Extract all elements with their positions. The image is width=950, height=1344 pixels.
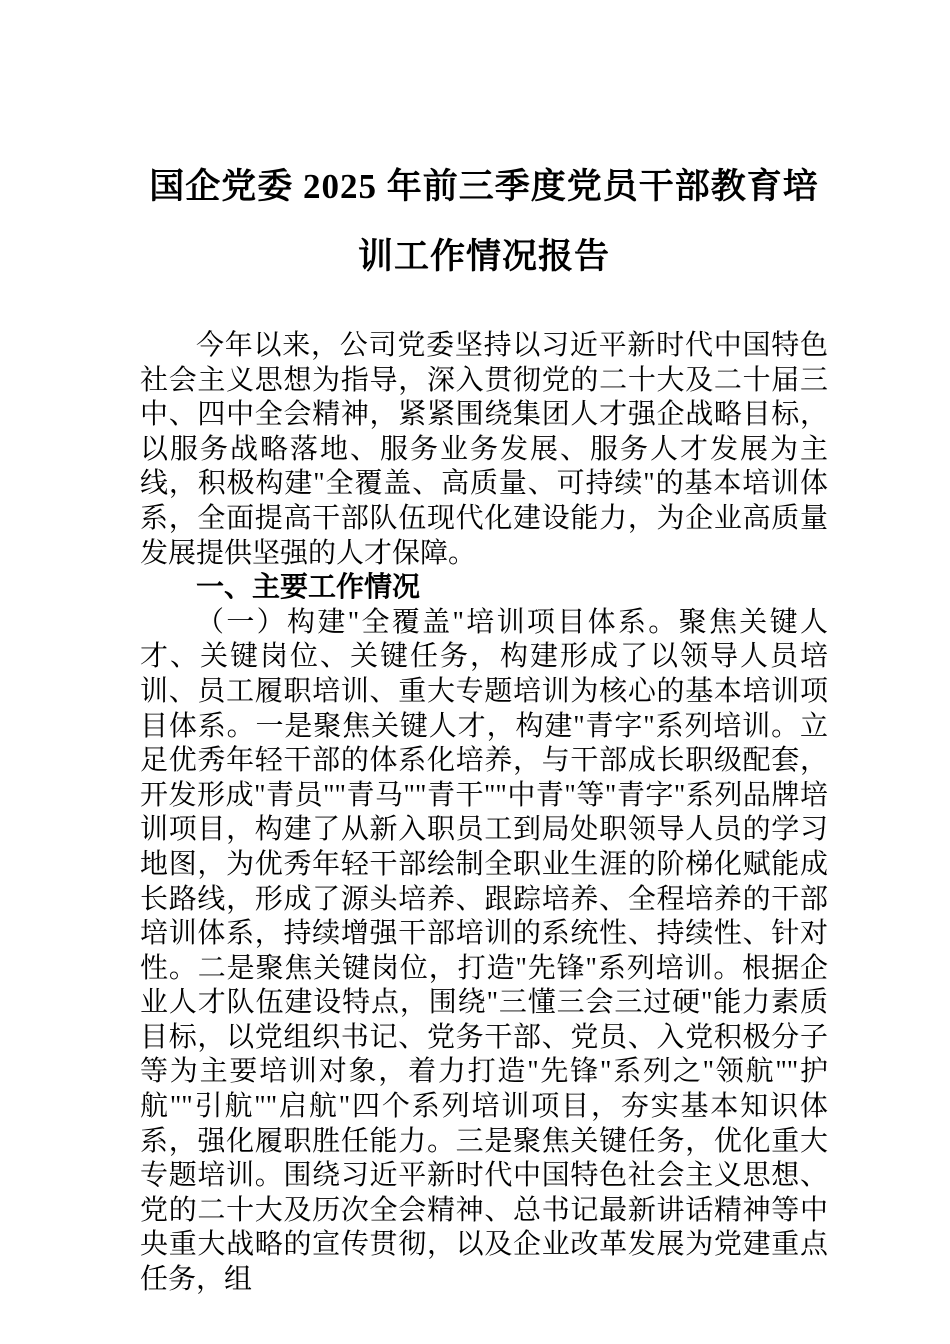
section-1-heading: 一、主要工作情况	[196, 572, 421, 604]
document-title	[140, 152, 828, 292]
section-1-paragraph: （一）构建"全覆盖"培训项目体系。聚焦关键人才、关键岗位、关键任务，构建形成了以领导人员培训、员工履职培训、重大专题培训为核心的基本培训项目体系。一是聚焦关键人才，构建"青字"系列培训。立足优秀年轻干部的体系化培养，与干部成长职级配套，开发形成"青员""青马""青干""中青"等"青字"系列品牌培训项目，构建了从新入职员工到局处职领导人员的学习地图，为优秀年轻干部绘制全职业生涯的阶梯化赋能成长路线，形成了源头培养、跟踪培养、全程培养的干部培训体系，持续增强干部培训的系统性、持续性、针对性。二是聚焦关键岗位，打造"先锋"系列培训。根据企业人才队伍建设特点，围绕"三懂三会三过硬"能力素质目标，以党组织书记、党务干部、党员、入党积极分子等为主要培训对象，着力打造"先锋"系列之"领航""护航""引航""启航"四个系列培训项目，夯实基本知识体系，强化履职胜任能力。三是聚焦关键任务，优化重大专题培训。围绕习近平新时代中国特色社会主义思想、党的二十大及历次全会精神、总书记最新讲话精神等中央重大战略的宣传贯彻，以及企业改革发展为党建重点任务，组	[140, 606, 828, 1296]
document-body	[140, 329, 828, 1298]
document-title-line-1: 国企党委 2025 年前三季度党员干部教育培	[149, 167, 819, 206]
intro-paragraph: 今年以来，公司党委坚持以习近平新时代中国特色社会主义思想为指导，深入贯彻党的二十大及二十届三中、四中全会精神，紧紧围绕集团人才强企战略目标，以服务战略落地、服务业务发展、服务人才发展为主线，积极构建"全覆盖、高质量、可持续"的基本培训体系，全面提高干部队伍现代化建设能力，为企业高质量发展提供坚强的人才保障。	[140, 330, 828, 569]
document-title-line-2: 训工作情况报告	[357, 237, 610, 276]
